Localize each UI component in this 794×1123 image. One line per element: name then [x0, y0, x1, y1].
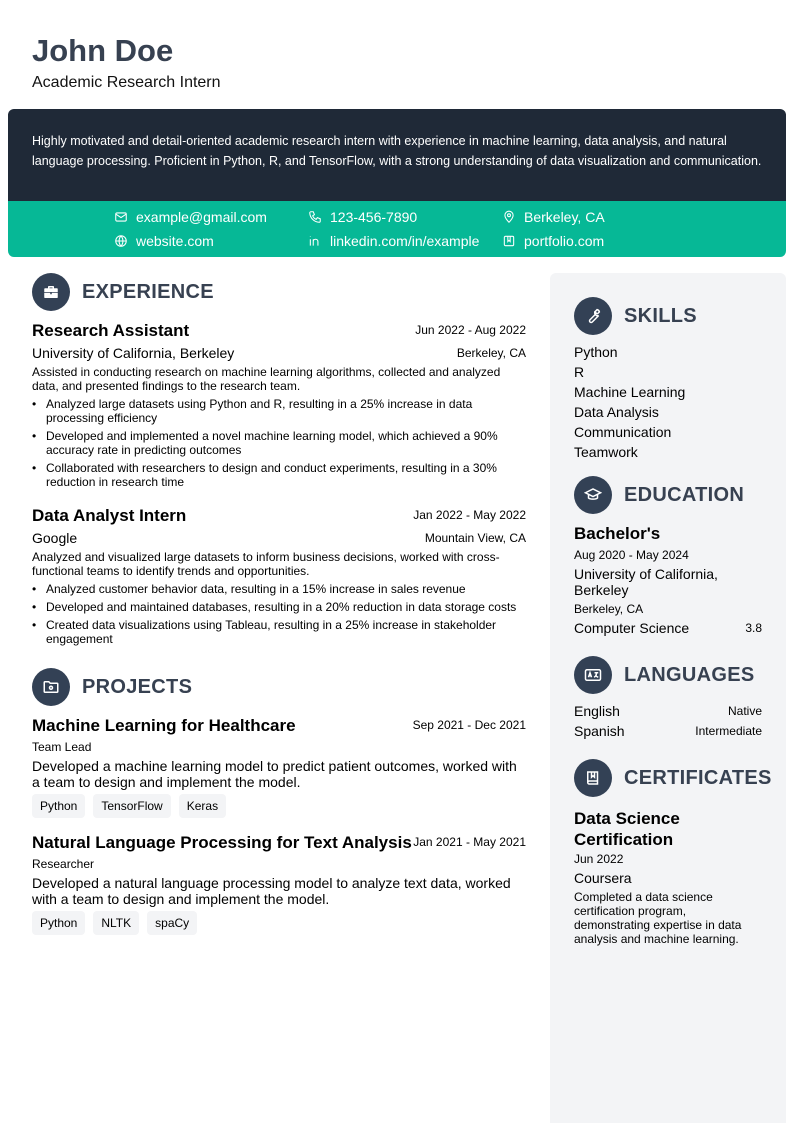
education-dates: Aug 2020 - May 2024: [574, 548, 689, 562]
education-header: [574, 476, 744, 514]
project-tags: [32, 911, 197, 935]
contact-phone[interactable]: [308, 209, 417, 225]
contact-portfolio[interactable]: [502, 233, 604, 249]
phone-text: 123-456-7890: [330, 209, 418, 225]
projects-title: PROJECTS: [82, 675, 193, 698]
graduation-cap-icon: [584, 486, 602, 504]
project-dates: Jan 2021 - May 2021: [413, 835, 526, 849]
experience-bullets: [32, 582, 526, 650]
list-item: Teamwork: [574, 444, 638, 460]
resume-header: [32, 32, 221, 92]
language-level: Native: [727, 704, 762, 718]
contact-email[interactable]: [114, 209, 267, 225]
list-item: • Analyzed large datasets using Python and R, resulting in a 25% increase in data processing efficiency: [32, 397, 526, 425]
website-text: website.com: [136, 233, 214, 249]
certificates-header: [574, 759, 772, 797]
tag: spaCy: [147, 911, 197, 935]
summary-section: [8, 109, 786, 201]
wrench-icon: [584, 307, 602, 325]
education-degree: Bachelor's: [574, 524, 661, 543]
project-description: Developed a machine learning model to predict patient outcomes, worked with a team to design and implement the model.: [32, 758, 517, 790]
experience-bullets: [32, 397, 526, 493]
tag: TensorFlow: [93, 794, 170, 818]
list-item: Machine Learning: [574, 384, 686, 400]
education-school: University of California, Berkeley: [574, 566, 718, 598]
briefcase-icon: [42, 283, 60, 301]
linkedin-icon: [308, 234, 322, 248]
list-item: R: [574, 364, 585, 380]
contact-bar: [8, 201, 786, 257]
certificate-issuer: Coursera: [574, 870, 632, 886]
experience-role: Data Analyst Intern: [32, 506, 187, 525]
skills-header: [574, 297, 697, 335]
experience-location: Mountain View, CA: [424, 531, 526, 545]
tag: Keras: [179, 794, 226, 818]
project-role: Researcher: [32, 857, 95, 871]
projects-header: [32, 668, 192, 706]
languages-header: [574, 656, 754, 694]
candidate-name: John Doe: [32, 33, 174, 68]
languages-title: LANGUAGES: [624, 663, 755, 686]
email-text: example@gmail.com: [136, 209, 267, 225]
experience-org: University of California, Berkeley: [32, 345, 235, 361]
education-location: Berkeley, CA: [574, 602, 644, 616]
list-item: Python: [574, 344, 618, 360]
education-field: Computer Science: [574, 620, 690, 636]
project-name: Machine Learning for Healthcare: [32, 716, 296, 735]
language-name: Spanish: [574, 723, 625, 739]
tag: Python: [32, 794, 85, 818]
location-pin-icon: [502, 210, 516, 224]
folder-icon: [42, 678, 60, 696]
language-row: [574, 723, 762, 739]
portfolio-icon: [502, 234, 516, 248]
experience-role: Research Assistant: [32, 321, 190, 340]
language-row: [574, 703, 762, 719]
list-item: Communication: [574, 424, 672, 440]
tag: NLTK: [93, 911, 139, 935]
skills-title: SKILLS: [624, 304, 697, 327]
experience-header: [32, 273, 214, 311]
tag: Python: [32, 911, 85, 935]
list-item: • Created data visualizations using Tableau, resulting in a 25% increase in stakeholder engagement: [32, 618, 526, 646]
contact-website[interactable]: [114, 233, 214, 249]
project-role: Team Lead: [32, 740, 92, 754]
globe-icon: [114, 234, 128, 248]
list-item: • Developed and implemented a novel machine learning model, which achieved a 90% accuracy rate in predicting outcomes: [32, 429, 526, 457]
project-name: Natural Language Processing for Text Analysis: [32, 833, 412, 852]
portfolio-text: portfolio.com: [524, 233, 605, 249]
translate-icon: [584, 666, 602, 684]
experience-location: Berkeley, CA: [456, 346, 526, 360]
project-tags: [32, 794, 226, 818]
phone-icon: [308, 210, 322, 224]
list-item: • Developed and maintained databases, resulting in a 20% reduction in data storage costs: [32, 600, 526, 614]
project-description: Developed a natural language processing model to analyze text data, worked with a team to design and implement the model.: [32, 875, 511, 907]
language-name: English: [574, 703, 620, 719]
experience-description: Assisted in conducting research on machine learning algorithms, collected and analyzed data, and presented findings to the research team.: [32, 365, 501, 393]
experience-dates: Jan 2022 - May 2022: [413, 508, 526, 522]
mail-icon: [114, 210, 128, 224]
skills-list: [574, 342, 685, 462]
contact-location: [502, 209, 605, 225]
certificate-name: Data Science Certification: [574, 809, 680, 849]
experience-dates: Jun 2022 - Aug 2022: [415, 323, 526, 337]
experience-title: EXPERIENCE: [82, 280, 214, 303]
list-item: • Collaborated with researchers to design and conduct experiments, resulting in a 30% reduction in research time: [32, 461, 526, 489]
project-dates: Sep 2021 - Dec 2021: [412, 718, 526, 732]
location-text: Berkeley, CA: [524, 209, 605, 225]
experience-org: Google: [32, 530, 78, 546]
experience-description: Analyzed and visualized large datasets to inform business decisions, worked with cross-functional teams to identify trends and opportunities.: [32, 550, 500, 578]
list-item: • Analyzed customer behavior data, resulting in a 15% increase in sales revenue: [32, 582, 526, 596]
book-icon: [584, 769, 602, 787]
certificate-date: Jun 2022: [574, 852, 624, 866]
list-item: Data Analysis: [574, 404, 659, 420]
certificates-title: CERTIFICATES: [624, 766, 772, 789]
education-gpa: 3.8: [745, 621, 762, 635]
candidate-title: Academic Research Intern: [32, 74, 221, 91]
linkedin-text: linkedin.com/in/example: [330, 233, 480, 249]
summary-text: Highly motivated and detail-oriented academic research intern with experience in machine learning, data analysis, and natural language processing. Proficient in Python, R, and TensorFlow, with a strong understanding of data visualization and communication.: [32, 134, 762, 168]
language-level: Intermediate: [695, 724, 762, 738]
certificate-description: Completed a data science certification program, demonstrating expertise in data analysis and machine learning.: [574, 890, 742, 946]
contact-linkedin[interactable]: [308, 233, 479, 249]
education-title: EDUCATION: [624, 483, 745, 506]
